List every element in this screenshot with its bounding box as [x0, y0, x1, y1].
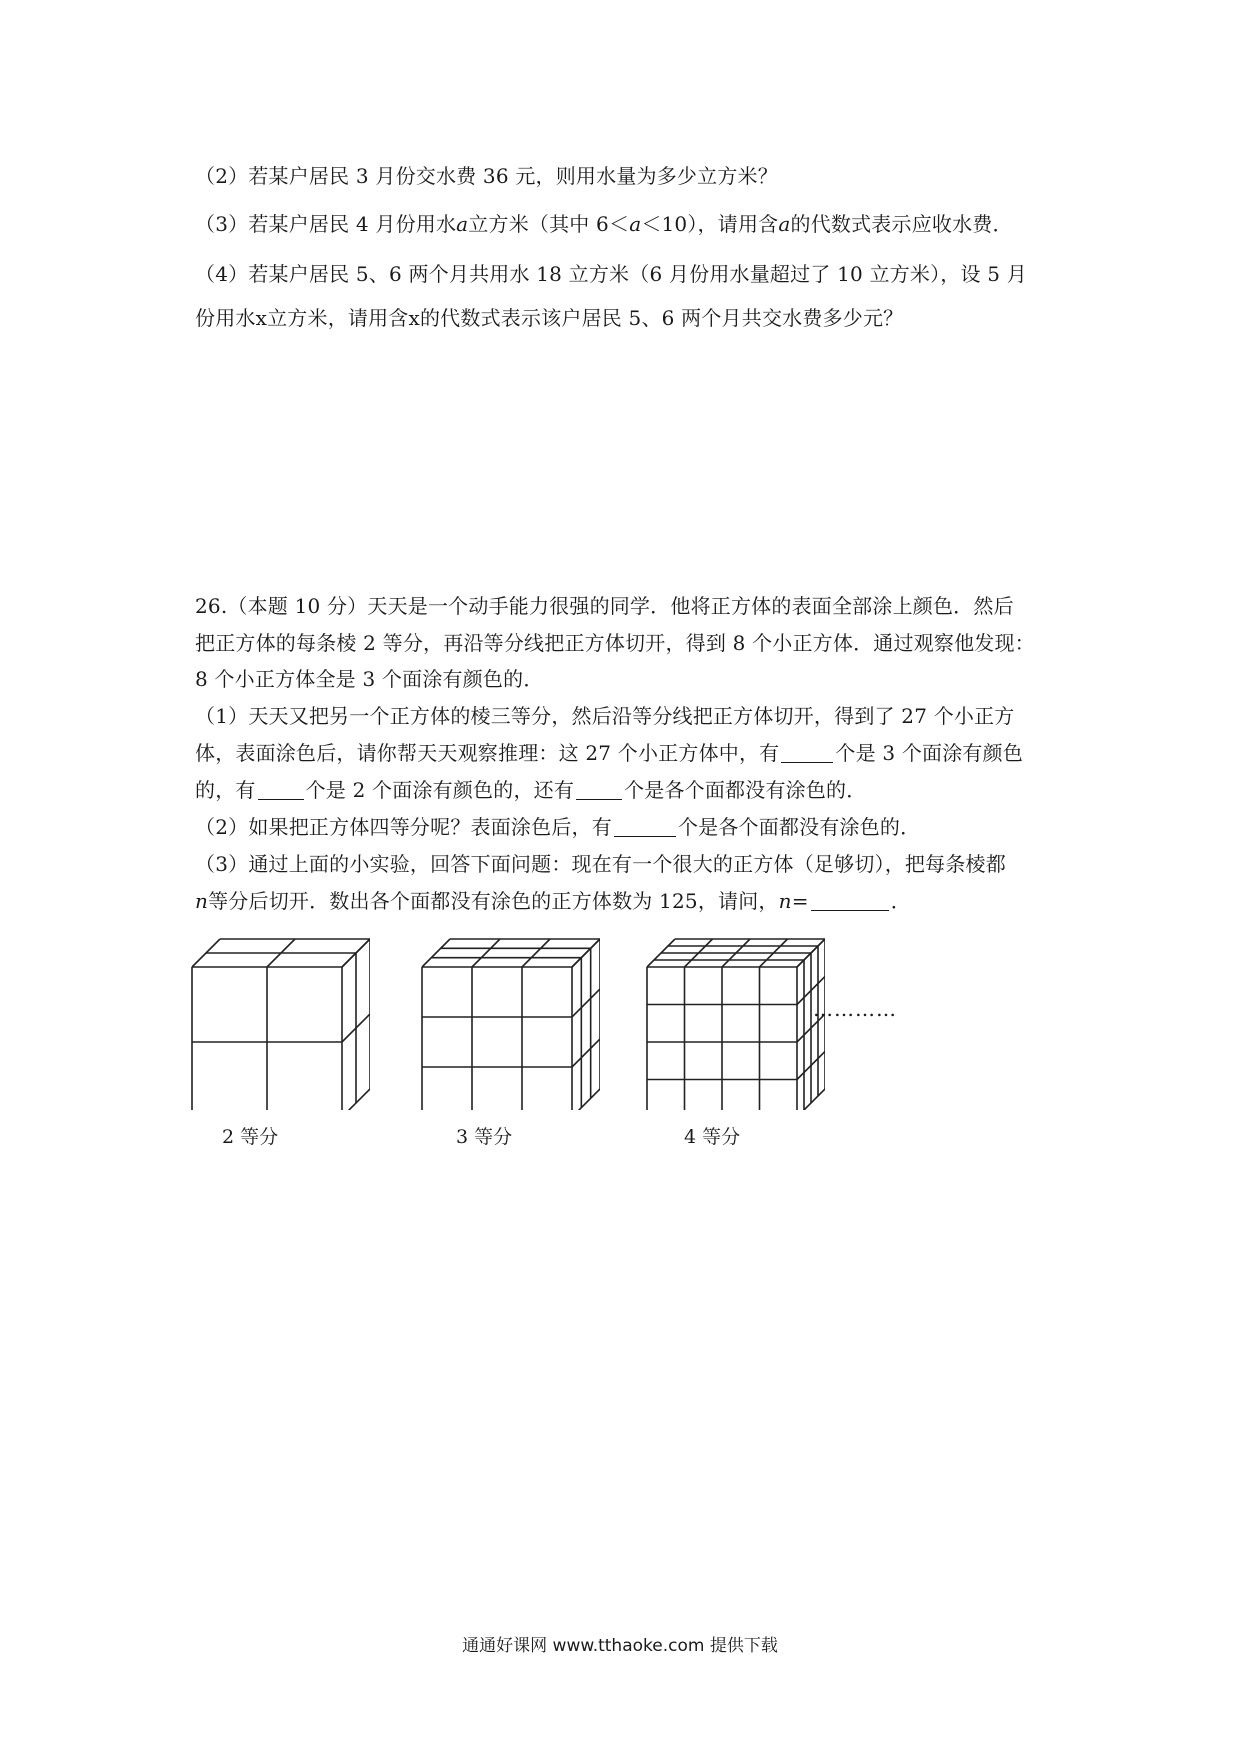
caption-4-divisions: 4 等分 — [684, 1126, 741, 1148]
variable-a: a — [778, 212, 791, 236]
question-26-part-1-line-1: （1）天天又把另一个正方体的棱三等分，然后沿等分线把正方体切开，得到了 27 个小正方 — [195, 704, 1015, 728]
question-26-part-3-line-2: n等分后切开．数出各个面都没有涂色的正方体数为 125，请问，n= ． — [195, 889, 911, 913]
question-25-part-3: （3）若某户居民 4 月份用水a立方米（其中 6＜a＜10），请用含a的代数式表示应收水费． — [195, 212, 1013, 236]
cube-edge — [572, 989, 600, 1017]
cube-edge — [572, 939, 600, 967]
cube-divided-4 — [645, 935, 825, 1110]
question-26-line-1: 26.（本题 10 分）天天是一个动手能力很强的同学．他将正方体的表面全部涂上颜色．然后 — [195, 594, 1014, 618]
question-26-part-1-line-2: 体，表面涂色后，请你帮天天观察推理：这 27 个小正方体中，有 个是 3 个面涂有颜色 — [195, 741, 1024, 765]
question-25-part-4-line-2: 份用水x立方米，请用含x的代数式表示该户居民 5、6 两个月共交水费多少元？ — [195, 306, 904, 330]
question-26-line-2: 把正方体的每条棱 2 等分，再沿等分线把正方体切开，得到 8 个小正方体．通过观察他发现： — [195, 631, 1035, 655]
question-26-line-3: 8 个小正方体全是 3 个面涂有颜色的． — [195, 667, 544, 691]
answer-blank[interactable] — [614, 816, 676, 837]
cube-edge — [572, 1089, 600, 1110]
cube-divided-2 — [190, 935, 370, 1110]
question-26-part-3-line-1: （3）通过上面的小实验，回答下面问题：现在有一个很大的正方体（足够切），把每条棱都 — [195, 852, 1006, 876]
question-25-part-2: （2）若某户居民 3 月份交水费 36 元，则用水量为多少立方米？ — [195, 164, 778, 188]
answer-blank[interactable] — [258, 779, 304, 800]
variable-a: a — [629, 212, 642, 236]
cube-edge — [572, 1039, 600, 1067]
variable-x: x — [255, 306, 268, 330]
variable-x: x — [408, 306, 420, 330]
question-26-part-1-line-3: 的，有 个是 2 个面涂有颜色的，还有 个是各个面都没有涂色的． — [195, 778, 867, 802]
variable-n: n — [778, 889, 792, 913]
answer-blank[interactable] — [576, 779, 622, 800]
answer-blank[interactable] — [781, 742, 833, 763]
cube-divided-3 — [420, 935, 600, 1110]
question-25-part-4-line-1: （4）若某户居民 5、6 两个月共用水 18 立方米（6 月份用水量超过了 10 立方米），设 5 月 — [195, 262, 1027, 286]
cube-edge — [522, 939, 550, 967]
answer-blank[interactable] — [811, 890, 889, 911]
footer-source: 通通好课网 www.tthaoke.com 提供下载 — [462, 1636, 778, 1656]
cube-edge — [422, 939, 450, 967]
variable-n: n — [195, 889, 209, 913]
caption-2-divisions: 2 等分 — [222, 1126, 279, 1148]
caption-3-divisions: 3 等分 — [456, 1126, 513, 1148]
ellipsis: ………… — [813, 997, 897, 1021]
question-26-part-2: （2）如果把正方体四等分呢？表面涂色后，有 个是各个面都没有涂色的． — [195, 815, 921, 839]
variable-a: a — [456, 212, 469, 236]
cube-edge — [472, 939, 500, 967]
